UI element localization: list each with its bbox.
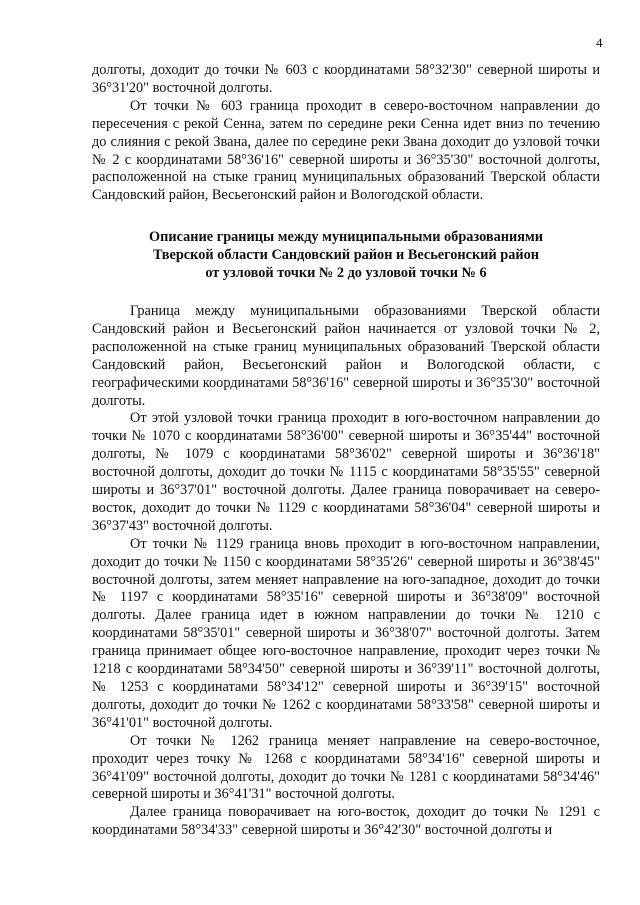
document-body <box>92 62 600 840</box>
paragraph: От точки № 603 граница проходит в северо-восточном направлении до пересечения с рекой Сенна, затем по середине реки Сенна идет вниз по течению до слияния с рекой Звана, далее по середине реки Звана доходит до узловой точки № 2 с координатами 58°36'16" северной широты и 36°35'30" восточной долготы, расположенной на стыке границ муниципальных образований Тверской области Сандовский район, Весьегонский район и Вологодской области. <box>92 97 600 204</box>
paragraph: От точки № 1262 граница меняет направление на северо-восточное, проходит через точку № 1268 с координатами 58°34'16" северной широты и 36°41'09" восточной долготы, доходит до точки № 1281 с координатами 58°34'46" северной широты и 36°41'31" восточной долготы. <box>92 732 600 803</box>
paragraph: Граница между муниципальными образованиями Тверской области Сандовский район и Весьегонский район начинается от узловой точки № 2, расположенной на стыке границ муниципальных образований Тверской области Сандовский район, Весьегонский район и Вологодской области, с географическими координатами 58°36'16" северной широты и 36°35'30" восточной долготы. <box>92 302 600 409</box>
paragraph: От точки № 1129 граница вновь проходит в юго-восточном направлении, доходит до точки № 1150 с координатами 58°35'26" северной широты и 36°38'45" восточной долготы, затем меняет направление на юго-западное, доходит до точки № 1197 с координатами 58°35'16" северной широты и 36°38'09" восточной долготы. Далее граница идет в южном направлении до точки № 1210 с координатами 58°35'01" северной широты и 36°38'07" восточной долготы. Затем граница принимает общее юго-восточное направление, проходит через точки № 1218 с координатами 58°34'50" северной широты и 36°39'11" восточной долготы, № 1253 с координатами 58°34'12" северной широты и 36°39'15" восточной долготы, доходит до точки № 1262 с координатами 58°33'58" северной широты и 36°41'01" восточной долготы. <box>92 535 600 731</box>
paragraph: Далее граница поворачивает на юго-восток, доходит до точки № 1291 с координатами 58°34'33" северной широты и 36°42'30" восточной долготы и <box>92 804 600 839</box>
section-heading <box>92 229 600 283</box>
page-number: 4 <box>596 35 603 50</box>
paragraph: От этой узловой точки граница проходит в юго-восточном направлении до точки № 1070 с координатами 58°36'00" северной широты и 36°35'44" восточной долготы, № 1079 с координатами 58°36'02" северной широты и 36°36'18" восточной долготы, доходит до точки № 1115 с координатами 58°35'55" северной широты и 36°37'01" восточной долготы. Далее граница поворачивает на северо-восток, доходит до точки № 1129 с координатами 58°36'04" северной широты и 36°37'43" восточной долготы. <box>92 410 600 534</box>
heading-line: Описание границы между муниципальными образованиями <box>149 229 543 246</box>
heading-line: Тверской области Сандовский район и Весьегонский район <box>152 247 540 264</box>
paragraph-continued: долготы, доходит до точки № 603 с координатами 58°32'30" северной широты и 36°31'20" восточной долготы. <box>92 62 600 96</box>
heading-line: от узловой точки № 2 до узловой точки № 6 <box>205 265 487 282</box>
